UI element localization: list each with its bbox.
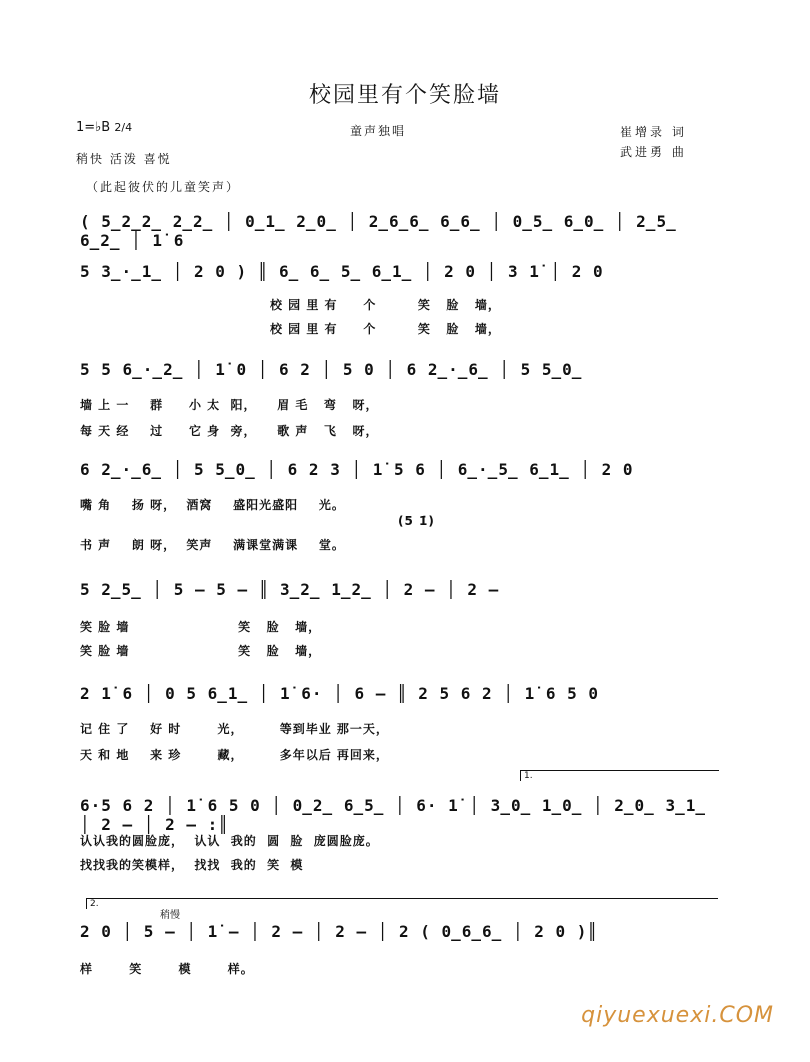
lyric-line: 笑 脸 墙 笑 脸 墙， (80, 620, 322, 634)
notes-line: ( 5̲2̲2̲ 2̲2̲ │ 0̲1̲ 2̲0̲ │ 2̲6̲6̲ 6̲6̲ │ 0̲5̲ 6̲0̲ │ 2̲5̲ 6̲2̲ │ 1̇ 6 (80, 212, 677, 250)
lyric-line: 找找我的笑模样， 找找 我的 笑 模 (80, 858, 304, 872)
notes-line: 5 5 6̲·̲2̲ │ 1̇ 0 │ 6 2 │ 5 0 │ 6 2̲·̲6̲ │ 5 5̲0̲ (80, 360, 583, 379)
notes-line: 6 2̲·̲6̲ │ 5 5̲0̲ │ 6 2 3 │ 1̇ 5 6 │ 6̲·̲5̲ 6̲1̲ │ 2 0 (80, 460, 634, 479)
key-label: 1=♭B (76, 120, 111, 135)
credits (620, 122, 687, 162)
lyricist: 崔增录 词 (620, 125, 687, 139)
composer: 武进勇 曲 (620, 145, 687, 159)
site-watermark (581, 1003, 774, 1028)
notes-line: 2 1̇ 6 │ 0 5 6̲1̲ │ 1̇ 6· │ 6 – ║ 2 5 6 2 │ 1̇ 6 5 0 (80, 684, 600, 703)
lyric-line: 嘴 角 扬 呀， 酒窝 盛阳光盛阳 光。 (80, 498, 345, 512)
page-title: 校园里有个笑脸墙 (308, 83, 501, 108)
lyric-line: 校 园 里 有 个 笑 脸 墙， (270, 322, 501, 336)
lyric-line: 天 和 地 来 珍 藏， 多年以后 再回来， (80, 748, 389, 762)
time-signature: 2/4 (114, 121, 133, 134)
volta-1: 1. (520, 770, 719, 781)
intro-note: （此起彼伏的儿童笑声） (86, 180, 241, 194)
performance-mode: 童声独唱 (350, 124, 407, 138)
lyric-variant: (5 1̇) (398, 514, 435, 528)
notes-line: 5 3̲·̲1̲ │ 2 0 ) ║ 6̲ 6̲ 5̲ 6̲1̲ │ 2 0 │ 3 1̇ │ 2 0 (80, 262, 604, 281)
lyric-line: 笑 脸 墙 笑 脸 墙， (80, 644, 322, 658)
lyric-line: 认认我的圆脸庞， 认认 我的 圆 脸 庞圆脸庞。 (80, 834, 379, 848)
notes-line: 6·5 6 2 │ 1̇ 6 5 0 │ 0̲2̲ 6̲5̲ │ 6· 1̇ │ 3̲0̲ 1̲0̲ │ 2̲0̲ 3̲1̲ │ 2 – │ 2 – :║ (80, 796, 706, 834)
lyric-line: 校 园 里 有 个 笑 脸 墙， (270, 298, 501, 312)
lyric-line: 样 笑 模 样。 (80, 962, 254, 976)
watermark-text: qiyuexuexi.COM (581, 1003, 774, 1028)
lyric-line: 记 住 了 好 时 光， 等到毕业 那一天， (80, 722, 389, 736)
volta-2: 2. (86, 898, 718, 909)
lyric-line: 书 声 朗 呀， 笑声 满课堂满课 堂。 (80, 538, 345, 552)
key-signature (76, 120, 132, 135)
tempo-marking: 稍快 活泼 喜悦 (76, 152, 172, 166)
notes-line: 5 2̲5̲ │ 5 – 5 – ║ 3̲2̲ 1̲2̲ │ 2 – │ 2 – (80, 580, 500, 599)
lyric-line: 每 天 经 过 它 身 旁， 歌 声 飞 呀， (80, 424, 379, 438)
lyric-line: 墙 上 一 群 小 太 阳， 眉 毛 弯 呀， (80, 398, 379, 412)
notes-line: 2 0 │ 5 – │ 1̇ – │ 2 – │ 2 – │ 2 ( 0̲6̲6̲ │ 2 0 )║ (80, 922, 599, 941)
tempo-change: 稍慢 (160, 910, 180, 921)
